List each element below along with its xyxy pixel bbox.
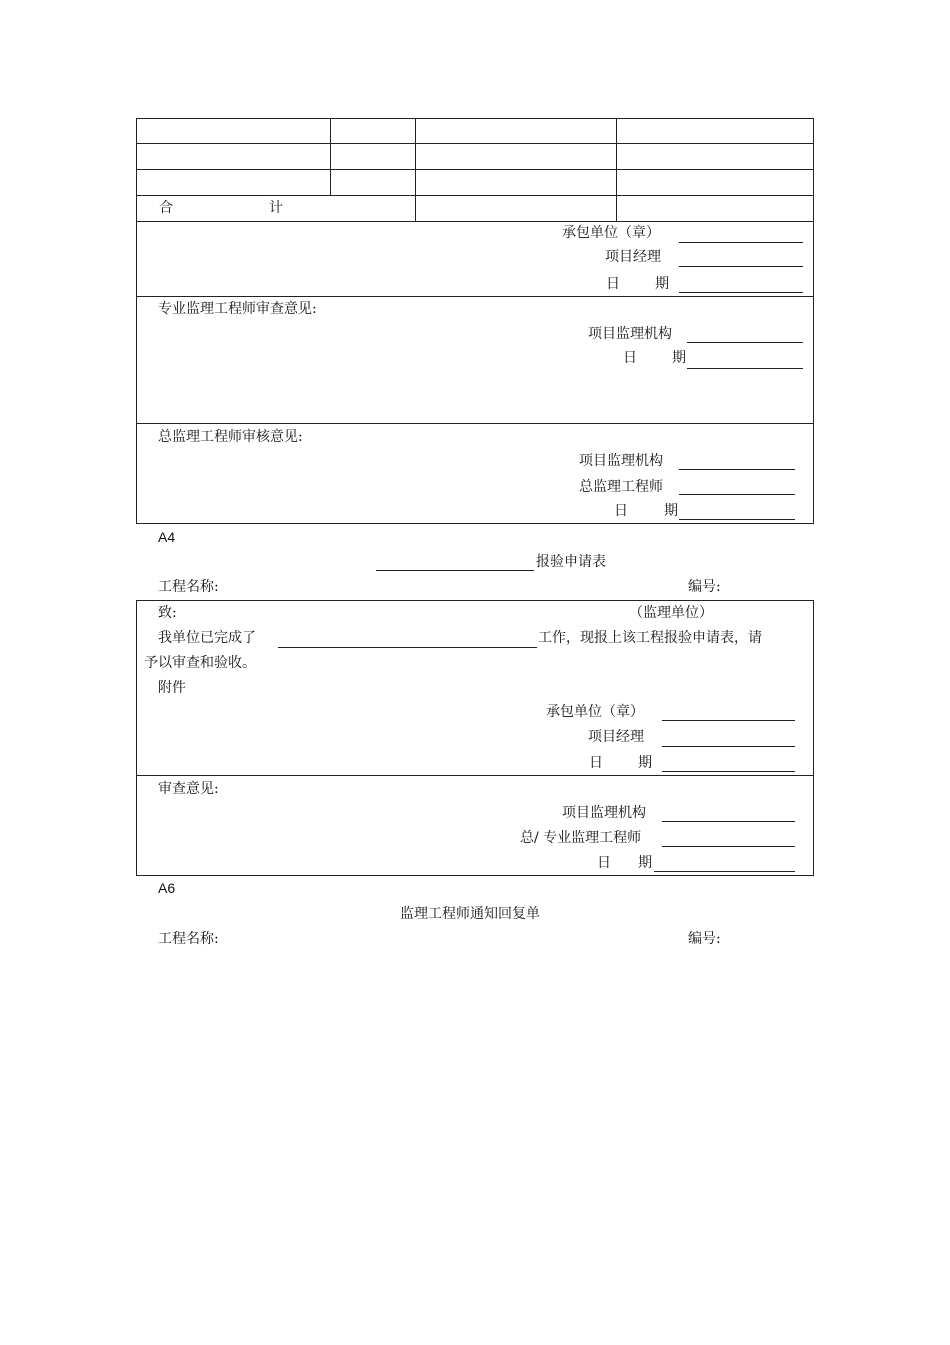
cost-table-row-line [136, 195, 814, 196]
cost-table-col-line [330, 118, 331, 195]
cost-table [136, 118, 814, 524]
a4-pm-line[interactable] [662, 746, 795, 747]
a4-date-line[interactable] [662, 771, 795, 772]
specialist-date-right: 期 [672, 350, 686, 366]
contractor-signature-line[interactable] [679, 242, 803, 243]
chief-engineer-line[interactable] [679, 494, 795, 495]
a4-date2-left: 日 [597, 855, 611, 871]
chief-engineer-label: 总监理工程师 [579, 479, 663, 495]
a4-org-label: 项目监理机构 [562, 805, 646, 821]
specialist-date-line[interactable] [687, 368, 803, 369]
a4-body-line2: 予以审查和验收。 [144, 655, 256, 671]
a6-project-name-label: 工程名称: [158, 931, 219, 947]
a4-title: 报验申请表 [536, 554, 606, 570]
a4-date2-right: 期 [638, 855, 652, 871]
a4-date-right: 期 [638, 755, 652, 771]
cost-table-row-line [136, 296, 814, 297]
total-label-right: 计 [269, 200, 283, 216]
cost-table-row-line [136, 423, 814, 424]
a4-title-blank-line[interactable] [376, 570, 534, 571]
a4-org-line[interactable] [662, 821, 795, 822]
form-code-a4: A4 [158, 529, 176, 545]
a4-contractor-label: 承包单位（章） [546, 704, 644, 720]
a4-pm-label: 项目经理 [588, 729, 644, 745]
contractor-label: 承包单位（章） [562, 225, 660, 241]
cost-table-col-line [415, 118, 416, 221]
a4-contractor-line[interactable] [662, 720, 795, 721]
specialist-review-heading: 专业监理工程师审查意见: [158, 301, 317, 317]
chief-date-left: 日 [614, 503, 628, 519]
project-manager-signature-line[interactable] [679, 266, 803, 267]
a4-body-prefix: 我单位已完成了 [158, 630, 256, 646]
a4-section-divider [136, 775, 814, 776]
date-label-left: 日 [606, 276, 620, 292]
cost-table-row-line [136, 143, 814, 144]
a4-work-blank-line[interactable] [278, 647, 537, 648]
cost-table-row-line [136, 221, 814, 222]
a4-engineer-line[interactable] [662, 846, 795, 847]
a4-to-label: 致: [158, 605, 177, 621]
a4-date-left: 日 [589, 755, 603, 771]
specialist-org-line[interactable] [687, 342, 803, 343]
chief-org-line[interactable] [679, 469, 795, 470]
specialist-org-label: 项目监理机构 [588, 326, 672, 342]
a4-engineer-label: 总/ 专业监理工程师 [520, 830, 642, 846]
signoff-date-line[interactable] [679, 292, 803, 293]
a6-title: 监理工程师通知回复单 [400, 906, 540, 922]
total-label-left: 合 [159, 200, 173, 216]
cost-table-col-line [616, 118, 617, 221]
a4-body-suffix: 工作，现报上该工程报验申请表，请 [538, 630, 762, 646]
a4-supervisor-unit: （监理单位） [629, 605, 713, 621]
project-manager-label: 项目经理 [605, 249, 661, 265]
date-label-right: 期 [655, 276, 669, 292]
specialist-date-left: 日 [623, 350, 637, 366]
chief-org-label: 项目监理机构 [579, 453, 663, 469]
cost-table-row-line [136, 169, 814, 170]
a4-number-label: 编号: [688, 579, 721, 595]
a6-number-label: 编号: [688, 931, 721, 947]
a4-project-name-label: 工程名称: [158, 579, 219, 595]
chief-date-line[interactable] [679, 519, 795, 520]
form-code-a6: A6 [158, 880, 176, 896]
a4-date2-line[interactable] [654, 871, 795, 872]
a4-review-heading: 审查意见: [158, 781, 219, 797]
chief-date-right: 期 [664, 503, 678, 519]
a4-attachment-label: 附件 [158, 680, 186, 696]
chief-review-heading: 总监理工程师审核意见: [158, 429, 303, 445]
